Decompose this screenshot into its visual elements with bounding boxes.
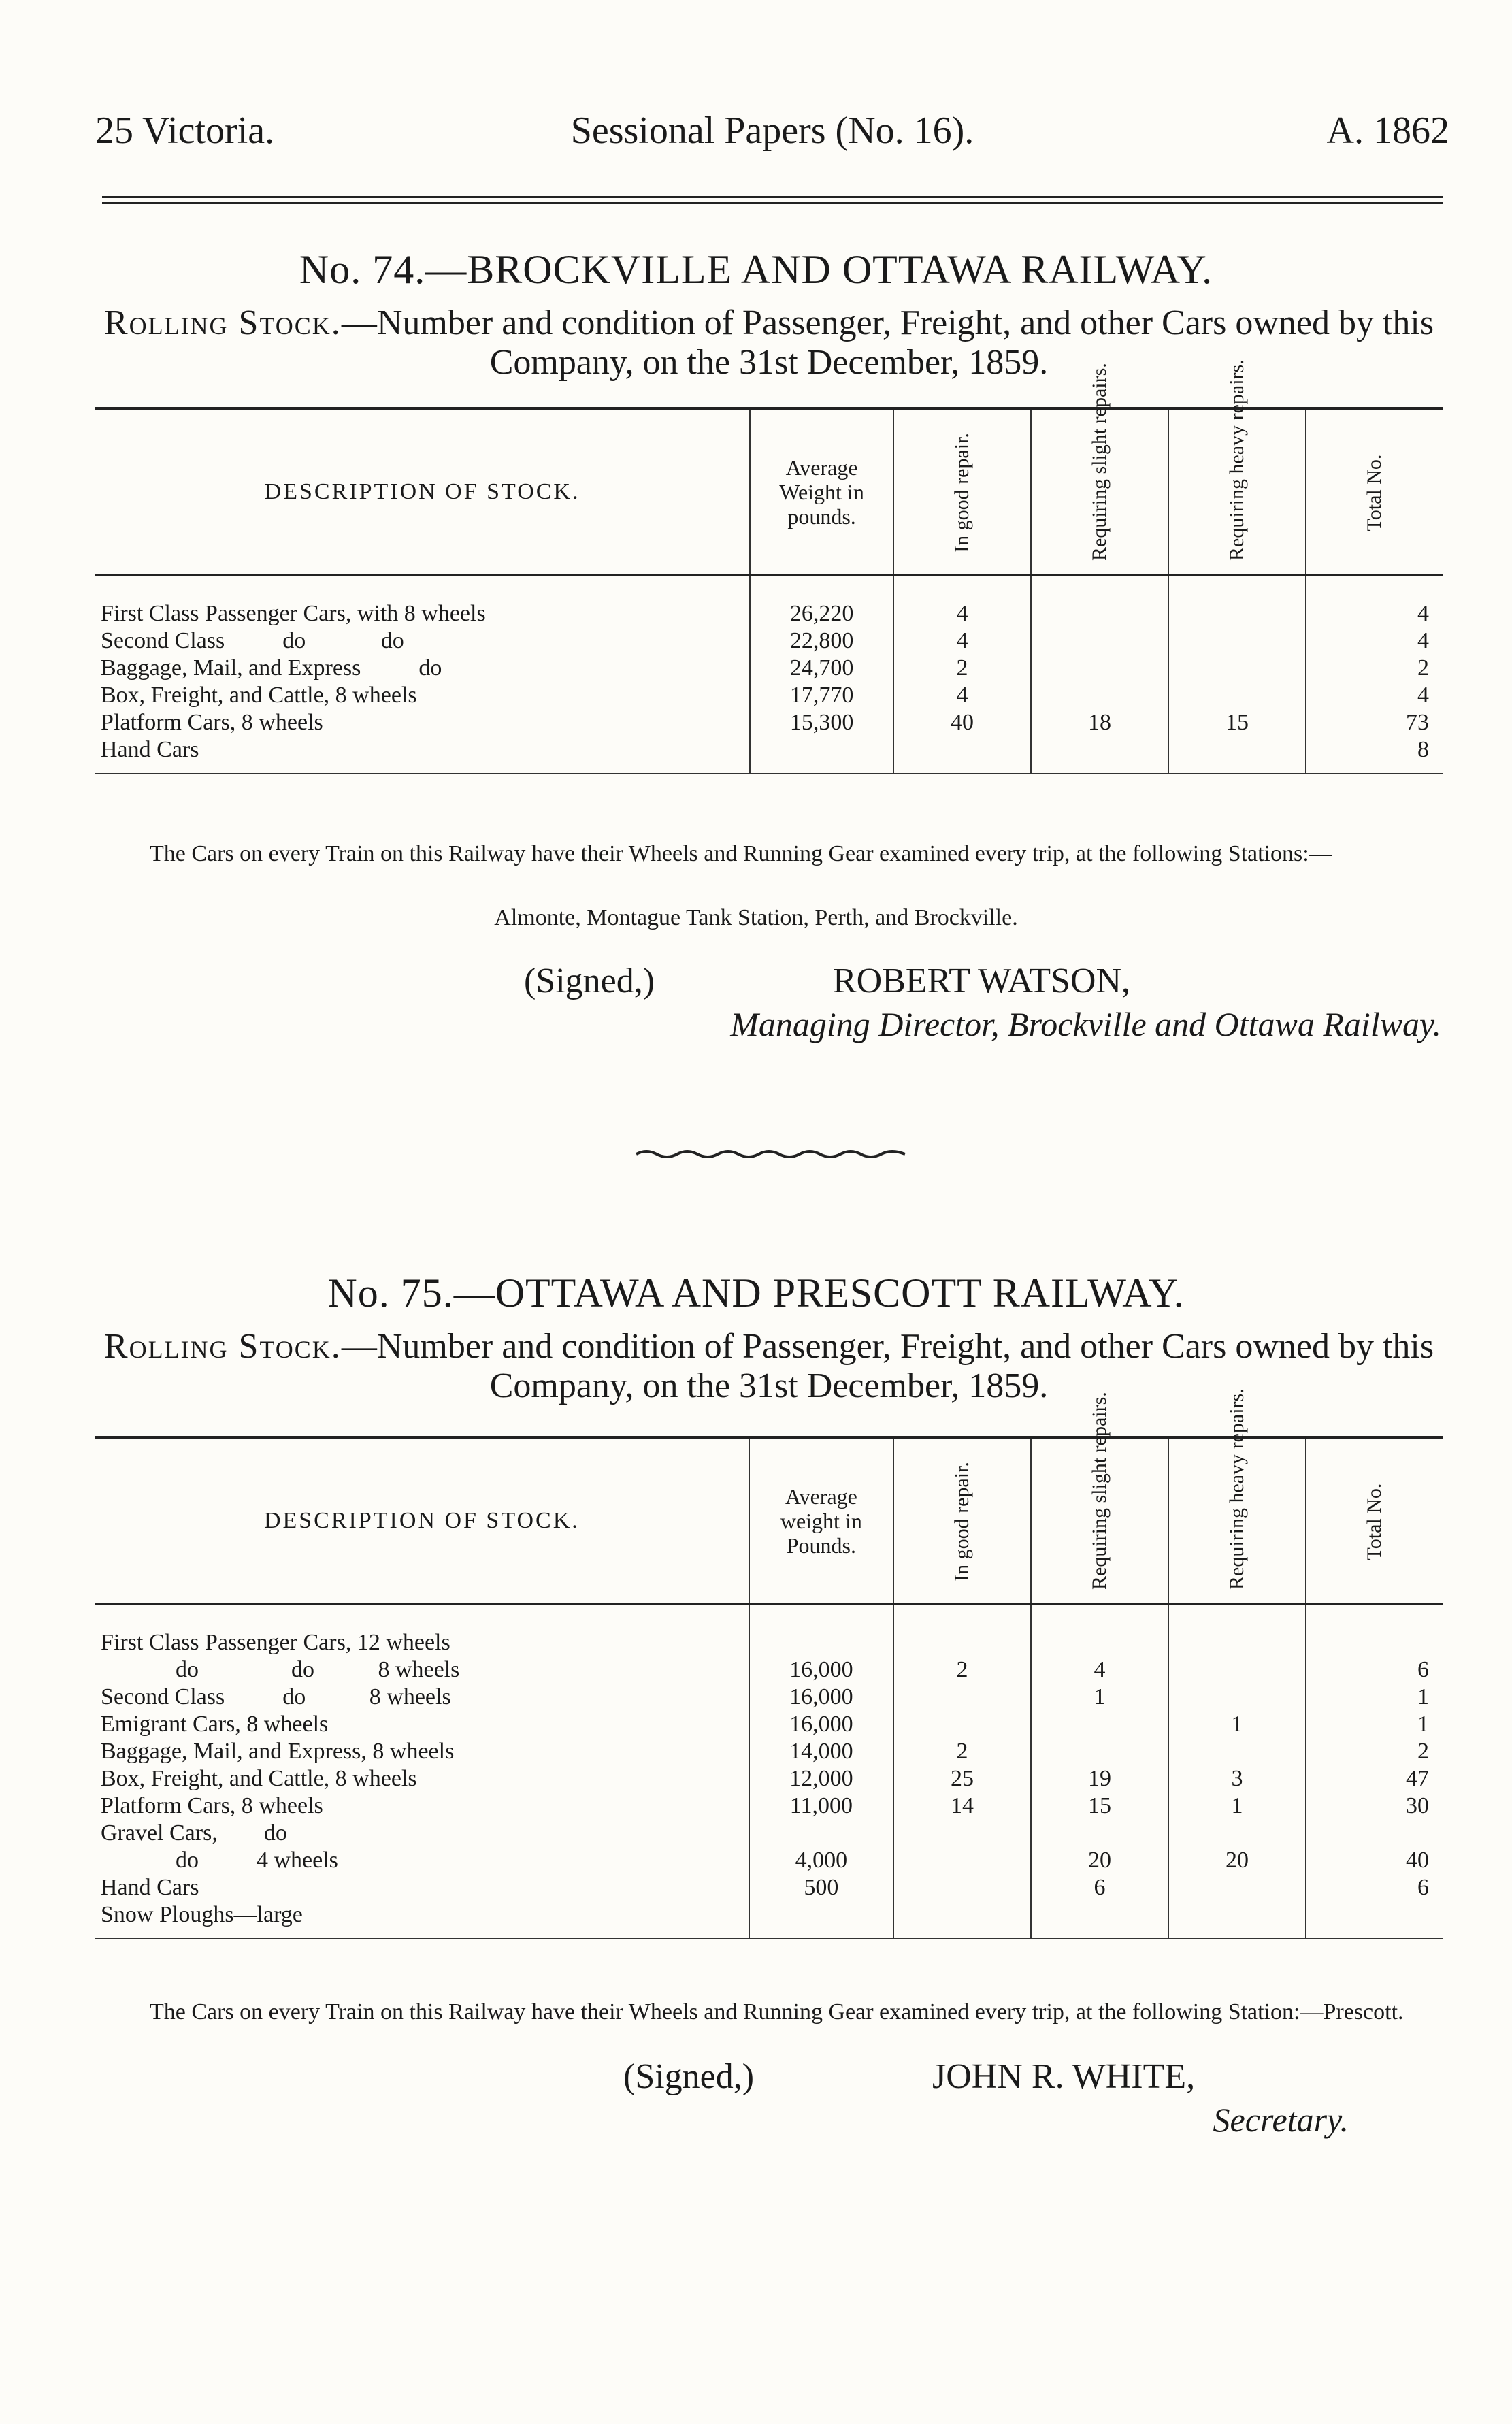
row-description [95, 1901, 749, 1939]
col-total [1306, 1438, 1443, 1604]
row-slight: 4 [1031, 1656, 1168, 1684]
section2-table [95, 1388, 1443, 1946]
row-heavy [1168, 1820, 1306, 1847]
row-good [893, 1604, 1031, 1657]
row-description-text: Baggage, Mail, and Express, 8 wheels [101, 1739, 455, 1764]
row-total [1306, 1820, 1443, 1847]
row-heavy: 1 [1168, 1792, 1306, 1820]
row-weight [749, 1820, 893, 1847]
col-good [893, 1438, 1031, 1604]
row-good: 4 [893, 627, 1031, 655]
table-row [95, 1711, 1443, 1738]
table-row [95, 1738, 1443, 1765]
table-row [95, 1792, 1443, 1820]
row-slight: 6 [1031, 1874, 1168, 1901]
row-description [95, 1711, 749, 1738]
row-description [95, 1604, 749, 1657]
row-weight: 15,300 [750, 709, 893, 736]
row-total: 1 [1306, 1711, 1443, 1738]
table-row [95, 1604, 1443, 1657]
row-slight [1031, 1604, 1168, 1657]
section1-stations: Almonte, Montague Tank Station, Perth, and Brockville. [494, 905, 1018, 930]
row-description [95, 1765, 749, 1792]
row-total: 73 [1306, 709, 1443, 736]
row-total: 47 [1306, 1765, 1443, 1792]
row-description-text: Platform Cars, 8 wheels [101, 710, 323, 735]
section2-subtitle-rest: —Number and condition of Passenger, Freight, and other Cars owned by this Company, on the 31st December, 1859. [341, 1327, 1434, 1405]
row-description-text: Platform Cars, 8 wheels [101, 1793, 323, 1818]
row-description-text: do do 8 wheels [176, 1657, 460, 1682]
table-row [95, 655, 1443, 682]
row-description-text: Hand Cars [101, 1875, 199, 1900]
row-description [95, 682, 750, 709]
row-slight [1031, 736, 1168, 774]
page-header [95, 109, 1449, 163]
row-good: 4 [893, 575, 1031, 628]
row-weight: 11,000 [749, 1792, 893, 1820]
row-description [95, 736, 750, 774]
section1-signatory-title: Managing Director, Brockville and Ottawa Railway. [730, 1005, 1441, 1043]
row-good: 40 [893, 709, 1031, 736]
row-good: 2 [893, 1656, 1031, 1684]
row-slight: 15 [1031, 1792, 1168, 1820]
row-total: 6 [1306, 1656, 1443, 1684]
row-total [1306, 1604, 1443, 1657]
section1-subtitle-rest: —Number and condition of Passenger, Freight, and other Cars owned by this Company, on the 31st December, 1859. [341, 304, 1434, 382]
row-heavy: 1 [1168, 1711, 1306, 1738]
row-description [95, 1792, 749, 1820]
row-total: 40 [1306, 1847, 1443, 1874]
row-heavy: 20 [1168, 1847, 1306, 1874]
row-description-text: Second Class do 8 wheels [101, 1684, 451, 1709]
section2-note: The Cars on every Train on this Railway have their Wheels and Running Gear examined every trip, at the following Station:—Prescott. [150, 1999, 1404, 2025]
row-weight [750, 736, 893, 774]
section2-signatory-title: Secretary. [1213, 2101, 1349, 2139]
col-total [1306, 409, 1443, 575]
table-row [95, 1874, 1443, 1901]
row-description-text: Emigrant Cars, 8 wheels [101, 1711, 329, 1737]
row-description [95, 1738, 749, 1765]
row-slight: 1 [1031, 1684, 1168, 1711]
table-row [95, 1684, 1443, 1711]
row-good [893, 1711, 1031, 1738]
section1-signed: (Signed,) [524, 962, 655, 1000]
row-good [893, 736, 1031, 774]
section1-subtitle-lead: Rolling Stock. [103, 304, 342, 342]
col-slight [1031, 363, 1168, 575]
table-row [95, 575, 1443, 628]
col-good [893, 409, 1031, 575]
col-slight-label: Requiring slight repairs. [1087, 363, 1111, 561]
row-good [893, 1901, 1031, 1939]
row-good: 2 [893, 655, 1031, 682]
row-heavy [1168, 1901, 1306, 1939]
row-description [95, 1684, 749, 1711]
table-row [95, 1847, 1443, 1874]
row-slight [1031, 682, 1168, 709]
header-session: 25 Victoria. [95, 110, 275, 152]
row-heavy [1168, 627, 1306, 655]
row-description-text: Hand Cars [101, 737, 199, 762]
row-good [893, 1874, 1031, 1901]
row-description-text: Baggage, Mail, and Express do [101, 655, 442, 681]
col-heavy-label: Requiring heavy repairs. [1225, 1388, 1248, 1590]
col-heavy [1168, 359, 1306, 575]
section1-signatory: ROBERT WATSON, [833, 962, 1131, 1000]
row-heavy [1168, 682, 1306, 709]
row-weight: 16,000 [749, 1711, 893, 1738]
table-row [95, 1820, 1443, 1847]
row-total: 2 [1306, 1738, 1443, 1765]
col-heavy-label: Requiring heavy repairs. [1225, 359, 1248, 561]
row-weight: 4,000 [749, 1847, 893, 1874]
table-row [95, 627, 1443, 655]
row-slight: 19 [1031, 1765, 1168, 1792]
col-weight-label: Average Weight in pounds. [779, 455, 864, 529]
row-slight: 20 [1031, 1847, 1168, 1874]
row-description-text: First Class Passenger Cars, 12 wheels [101, 1630, 450, 1655]
row-good [893, 1847, 1031, 1874]
row-total: 1 [1306, 1684, 1443, 1711]
row-heavy [1168, 1738, 1306, 1765]
row-description-text: Box, Freight, and Cattle, 8 wheels [101, 1766, 417, 1791]
row-description-text: Second Class do do [101, 628, 404, 653]
col-slight-label: Requiring slight repairs. [1087, 1392, 1111, 1590]
table-row [95, 1765, 1443, 1792]
row-description-text: Gravel Cars, do [101, 1820, 287, 1846]
row-description-text: First Class Passenger Cars, with 8 wheels [101, 601, 486, 626]
table-header-row [95, 1438, 1443, 1604]
row-good [893, 1820, 1031, 1847]
row-description [95, 627, 750, 655]
row-slight [1031, 1711, 1168, 1738]
row-description [95, 1656, 749, 1684]
row-weight: 26,220 [750, 575, 893, 628]
row-heavy [1168, 655, 1306, 682]
row-heavy [1168, 1684, 1306, 1711]
row-description-text: Snow Ploughs—large [101, 1902, 303, 1927]
col-weight-label: Average weight in Pounds. [780, 1484, 862, 1558]
section2-signed: (Signed,) [623, 2057, 755, 2096]
col-weight [749, 1438, 893, 1604]
table-row [95, 682, 1443, 709]
row-total: 4 [1306, 575, 1443, 628]
row-heavy [1168, 575, 1306, 628]
col-good-label: In good repair. [950, 433, 973, 553]
row-description [95, 709, 750, 736]
row-description-text: Box, Freight, and Cattle, 8 wheels [101, 683, 417, 708]
row-description [95, 1874, 749, 1901]
row-weight: 17,770 [750, 682, 893, 709]
row-total: 2 [1306, 655, 1443, 682]
section1-title: No. 74.—BROCKVILLE AND OTTAWA RAILWAY. [299, 247, 1213, 292]
header-papers: Sessional Papers (No. 16). [570, 110, 974, 152]
header-rule [102, 196, 1443, 204]
row-total [1306, 1901, 1443, 1939]
row-weight [749, 1901, 893, 1939]
col-good-label: In good repair. [950, 1462, 973, 1582]
row-good: 14 [893, 1792, 1031, 1820]
col-total-label: Total No. [1362, 454, 1385, 531]
row-description [95, 1820, 749, 1847]
row-good: 2 [893, 1738, 1031, 1765]
row-heavy [1168, 1604, 1306, 1657]
table-row [95, 1901, 1443, 1939]
row-weight: 500 [749, 1874, 893, 1901]
row-heavy [1168, 1656, 1306, 1684]
row-weight: 22,800 [750, 627, 893, 655]
table-row [95, 736, 1443, 774]
row-description-text: do 4 wheels [176, 1848, 338, 1873]
section1-note: The Cars on every Train on this Railway have their Wheels and Running Gear examined every trip, at the following Stations:— [150, 841, 1332, 866]
row-total: 6 [1306, 1874, 1443, 1901]
col-weight [750, 409, 893, 575]
row-slight [1031, 627, 1168, 655]
row-total: 4 [1306, 682, 1443, 709]
row-slight [1031, 1901, 1168, 1939]
row-heavy: 3 [1168, 1765, 1306, 1792]
header-year: A. 1862 [1326, 110, 1449, 152]
row-weight: 16,000 [749, 1656, 893, 1684]
section2-title: No. 75.—OTTAWA AND PRESCOTT RAILWAY. [327, 1271, 1185, 1315]
row-heavy [1168, 1874, 1306, 1901]
row-total: 30 [1306, 1792, 1443, 1820]
col-description: DESCRIPTION OF STOCK. [263, 1508, 580, 1533]
row-slight [1031, 575, 1168, 628]
row-weight: 24,700 [750, 655, 893, 682]
row-weight: 16,000 [749, 1684, 893, 1711]
col-slight [1031, 1392, 1168, 1604]
row-weight: 12,000 [749, 1765, 893, 1792]
row-good: 4 [893, 682, 1031, 709]
col-total-label: Total No. [1362, 1483, 1385, 1560]
row-total: 8 [1306, 736, 1443, 774]
row-slight [1031, 1738, 1168, 1765]
table-header-row [95, 409, 1443, 575]
row-good: 25 [893, 1765, 1031, 1792]
col-description: DESCRIPTION OF STOCK. [264, 479, 580, 504]
row-weight [749, 1604, 893, 1657]
row-total: 4 [1306, 627, 1443, 655]
col-heavy [1168, 1388, 1306, 1604]
table-row [95, 709, 1443, 736]
table-row [95, 1656, 1443, 1684]
row-good [893, 1684, 1031, 1711]
row-weight: 14,000 [749, 1738, 893, 1765]
row-description [95, 1847, 749, 1874]
row-heavy [1168, 736, 1306, 774]
row-description [95, 655, 750, 682]
row-description [95, 575, 750, 628]
row-heavy: 15 [1168, 709, 1306, 736]
ornament-divider [633, 1147, 912, 1161]
section2-signatory: JOHN R. WHITE, [932, 2057, 1196, 2096]
section2-subtitle-lead: Rolling Stock. [103, 1327, 342, 1366]
section1-table [95, 359, 1443, 781]
row-slight: 18 [1031, 709, 1168, 736]
row-slight [1031, 1820, 1168, 1847]
row-slight [1031, 655, 1168, 682]
